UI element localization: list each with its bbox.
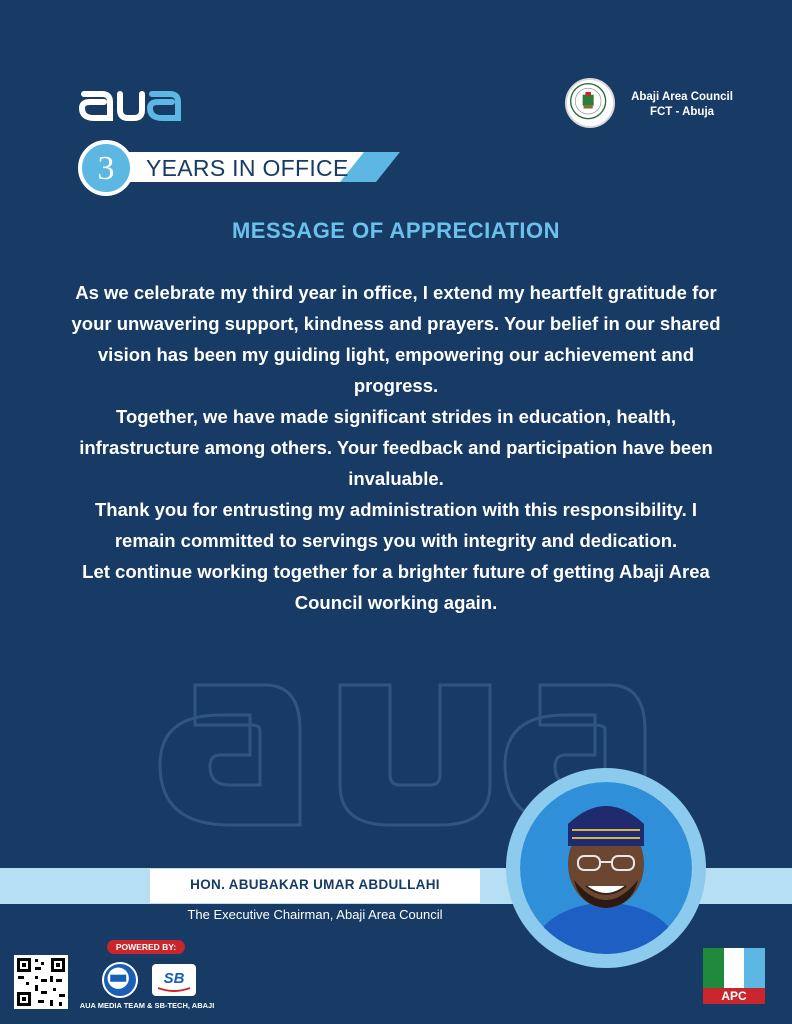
years-label: YEARS IN OFFICE [146,155,349,181]
council-name-line2: FCT - Abuja [649,106,715,118]
message-body [70,277,722,618]
party-label: APC [703,988,765,1004]
party-flag-icon [703,948,765,988]
message-paragraph: Let continue working together for a brighter future of getting Abaji Area Council working again. [82,561,710,613]
chairman-name: HON. ABUBAKAR UMAR ABDULLAHI [190,877,440,892]
years-number-circle [78,140,134,196]
party-logo [703,948,765,1004]
aua-logo [76,86,186,126]
council-name [622,90,742,120]
message-paragraph: Together, we have made significant strides in education, health, infrastructure among others. Your feedback and participation have been invaluable. [79,406,713,489]
headline: MESSAGE OF APPRECIATION [231,218,561,243]
years-in-office-ribbon [78,140,408,196]
message-paragraph: Thank you for entrusting my administration with this responsibility. I remain committed to servings you with integrity and dedication. [95,499,697,551]
council-seal-icon [565,78,615,128]
years-number: 3 [97,150,115,187]
message-paragraph: As we celebrate my third year in office, I extend my heartfelt gratitude for your unwavering support, kindness and prayers. Your belief in our shared vision has been my guiding light, empowering our achievement and progress. [71,282,721,396]
chairman-title: The Executive Chairman, Abaji Area Council [187,907,443,922]
sb-logo-text: SB [163,970,185,987]
council-name-line1: Abaji Area Council [631,91,733,103]
chairman-portrait [520,782,692,954]
footer-credit: AUA MEDIA TEAM & SB-TECH, ABAJI [79,1001,215,1010]
powered-by-tag: POWERED BY: [107,940,185,954]
sb-tech-logo-icon [152,964,196,996]
portrait-illustration [520,782,692,954]
qr-code-icon [14,955,68,1009]
aua-media-badge-icon [102,962,138,998]
